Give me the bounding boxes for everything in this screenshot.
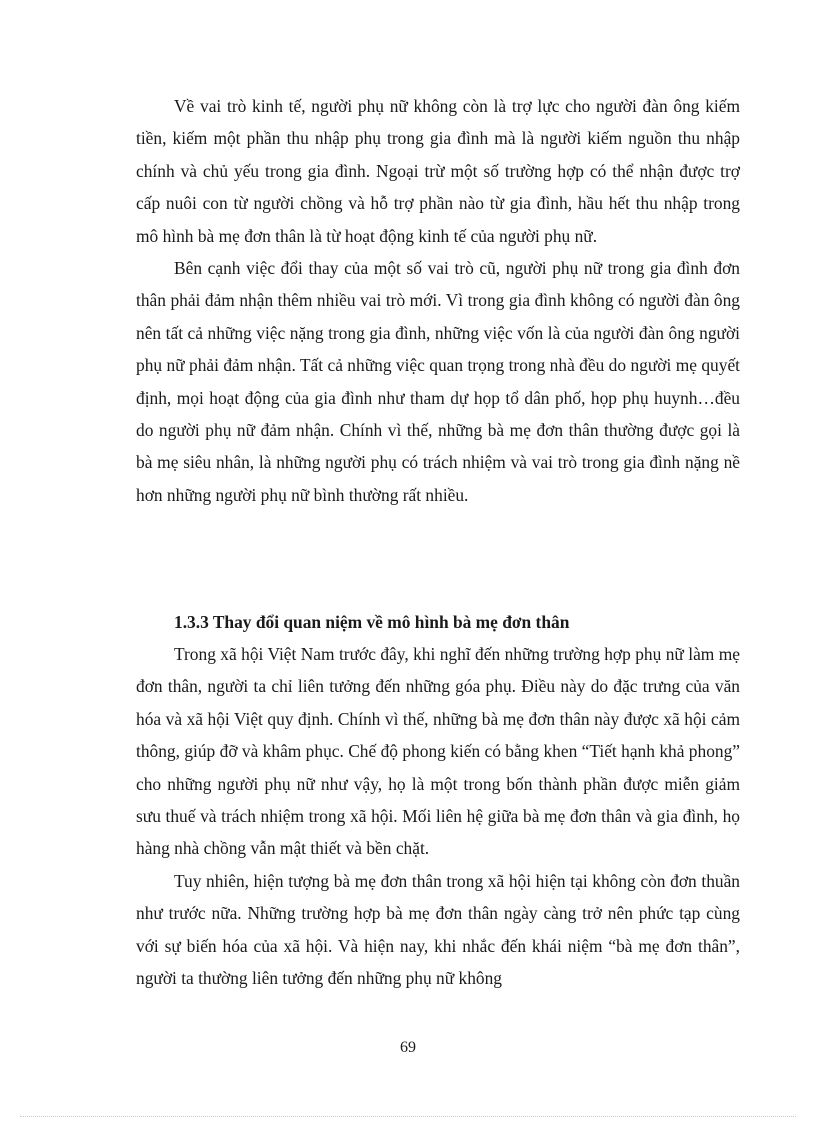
paragraph-economic-role: Về vai trò kinh tế, người phụ nữ không còn là trợ lực cho người đàn ông kiếm tiền, kiếm một phần thu nhập phụ trong gia đình mà là người kiếm nguồn thu nhập chính và chủ yếu trong gia đình. Ngoại trừ một số trường hợp có thể nhận được trợ cấp nuôi con từ người chồng và hỗ trợ phần nào từ gia đình, hầu hết thu nhập trong mô hình bà mẹ đơn thân là từ hoạt động kinh tế của người phụ nữ. xyxy=(136,96,740,246)
paragraph-traditional-view: Trong xã hội Việt Nam trước đây, khi nghĩ đến những trường hợp phụ nữ làm mẹ đơn thân, người ta chỉ liên tưởng đến những góa phụ. Điều này do đặc trưng của văn hóa và xã hội Việt quy định. Chính vì thế, những bà mẹ đơn thân này được xã hội cảm thông, giúp đỡ và khâm phục. Chế độ phong kiến có bằng khen “Tiết hạnh khả phong” cho những người phụ nữ như vậy, họ là một trong bốn thành phần được miễn giảm sưu thuế và trách nhiệm trong xã hội. Mối liên hệ giữa bà mẹ đơn thân và gia đình, họ hàng nhà chồng vẫn mật thiết và bền chặt. xyxy=(136,644,740,859)
body-text-bottom xyxy=(136,638,740,994)
body-text-top xyxy=(136,90,740,511)
paragraph-new-roles: Bên cạnh việc đổi thay của một số vai trò cũ, người phụ nữ trong gia đình đơn thân phải đảm nhận thêm nhiều vai trò mới. Vì trong gia đình không có người đàn ông nên tất cả những việc nặng trong gia đình, những việc vốn là của người đàn ông người phụ nữ phải đảm nhận. Tất cả những việc quan trọng trong nhà đều do người mẹ quyết định, mọi hoạt động của gia đình như tham dự họp tổ dân phố, họp phụ huynh…đều do người phụ nữ đảm nhận. Chính vì thế, những bà mẹ đơn thân thường được gọi là bà mẹ siêu nhân, là những người phụ có trách nhiệm và vai trò trong gia đình nặng nề hơn những người phụ nữ bình thường rất nhiều. xyxy=(136,258,740,505)
section-heading: 1.3.3 Thay đổi quan niệm về mô hình bà mẹ đơn thân xyxy=(174,612,570,632)
page-number: 69 xyxy=(400,1039,416,1056)
paragraph-modern-view: Tuy nhiên, hiện tượng bà mẹ đơn thân trong xã hội hiện tại không còn đơn thuần như trước nữa. Những trường hợp bà mẹ đơn thân ngày càng trở nên phức tạp cùng với sự biến hóa của xã hội. Và hiện nay, khi nhắc đến khái niệm “bà mẹ đơn thân”, người ta thường liên tưởng đến những phụ nữ không xyxy=(136,870,740,989)
page-bottom-divider xyxy=(20,1116,796,1117)
